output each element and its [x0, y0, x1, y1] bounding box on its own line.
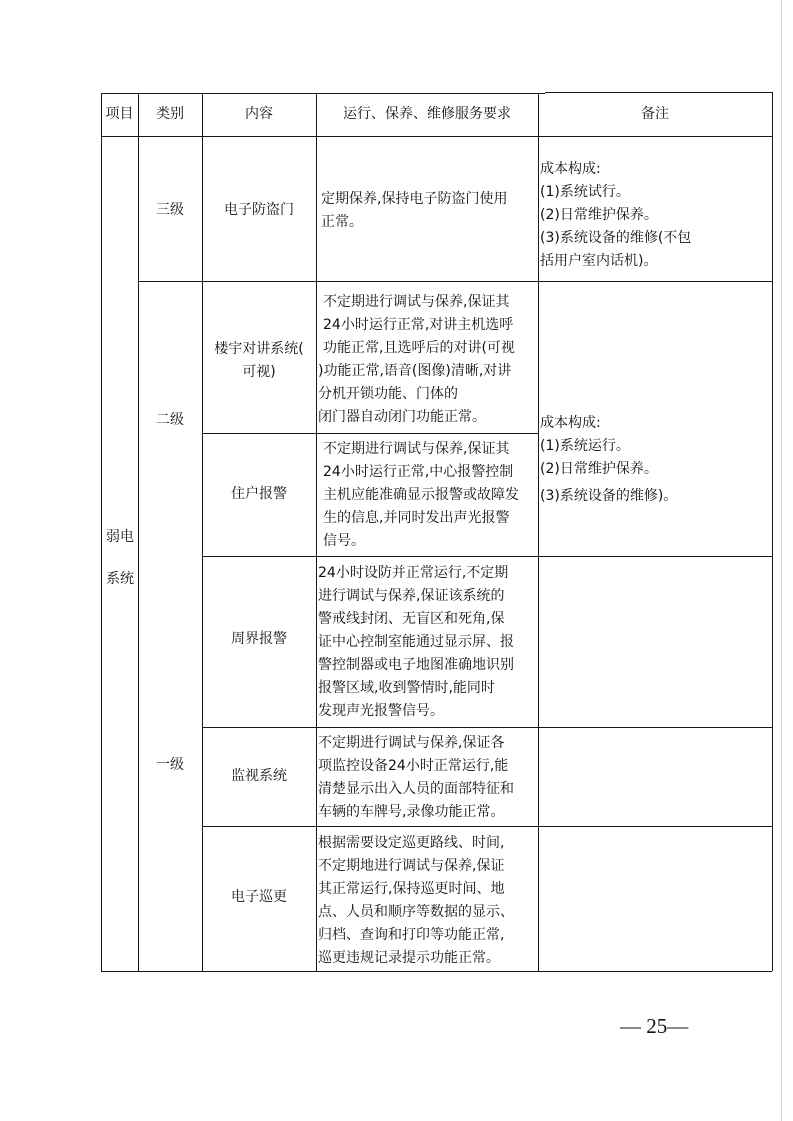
remarks-level2-line3: (2)日常维护保养。 — [540, 461, 658, 477]
table-bottom-border — [101, 971, 772, 972]
row-border-door — [138, 281, 772, 282]
req-patrol-line3: 其正常运行,保持巡更时间、地 — [318, 881, 505, 897]
req-intercom-line5: 分机开锁功能、门体的 — [318, 386, 458, 402]
req-household-line4: 生的信息,并同时发出声光报警 — [323, 510, 510, 526]
table-left-border — [101, 93, 102, 971]
req-patrol-line4: 点、人员和顺序等数据的显示、 — [318, 904, 514, 920]
content-perimeter-alarm: 周界报警 — [231, 631, 287, 647]
req-perimeter-line3: 警戒线封闭、无盲区和死角,保 — [318, 611, 505, 627]
remarks-door-line3: (2)日常维护保养。 — [540, 207, 658, 223]
col-divider-remarks — [538, 93, 539, 971]
req-perimeter-line2: 进行调试与保养,保证该系统的 — [318, 588, 505, 604]
header-category: 类别 — [156, 106, 184, 122]
level-three-label: 三级 — [156, 202, 184, 218]
header-remarks: 备注 — [641, 106, 669, 122]
page-number: — 25— — [620, 1014, 689, 1038]
req-household-line2: 24小时运行正常,中心报警控制 — [323, 464, 514, 480]
req-monitor-line4: 车辆的车牌号,录像功能正常。 — [318, 804, 505, 820]
req-patrol-line6: 巡更违规记录提示功能正常。 — [318, 950, 500, 966]
req-intercom-line6: 闭门器自动闭门功能正常。 — [318, 409, 486, 425]
req-household-line5: 信号。 — [323, 533, 365, 549]
row-border-perimeter — [202, 727, 772, 728]
table-top-border — [101, 93, 545, 94]
row-border-intercom — [202, 433, 538, 434]
level-one-label: 一级 — [156, 757, 184, 773]
content-patrol: 电子巡更 — [231, 889, 287, 905]
content-monitoring: 监视系统 — [231, 768, 287, 784]
remarks-door-line4: (3)系统设备的维修(不包 — [540, 230, 692, 246]
header-project: 项目 — [105, 106, 134, 122]
remarks-door-line1: 成本构成: — [540, 161, 601, 177]
content-intercom-line2: 可视) — [242, 364, 276, 380]
project-label-line2: 系统 — [106, 571, 134, 587]
remarks-level2-line4: (3)系统设备的维修)。 — [540, 488, 678, 504]
remarks-door-line2: (1)系统试行。 — [540, 184, 630, 200]
content-household-alarm: 住户报警 — [231, 486, 287, 502]
remarks-door-line5: 括用户室内话机)。 — [540, 253, 658, 269]
req-intercom-line1: 不定期进行调试与保养,保证其 — [323, 294, 510, 310]
req-household-line1: 不定期进行调试与保养,保证其 — [323, 441, 510, 457]
remarks-level2-line1: 成本构成: — [540, 415, 601, 431]
table-right-border — [772, 92, 773, 971]
row-border-monitor — [202, 826, 772, 827]
req-intercom-line4: )功能正常,语音(图像)清晰,对讲 — [318, 363, 512, 379]
req-intercom-line2: 24小时运行正常,对讲主机选呼 — [323, 317, 514, 333]
req-perimeter-line6: 报警区域,收到警情时,能同时 — [318, 680, 495, 696]
req-intercom-line3: 功能正常,且选呼后的对讲(可视 — [323, 340, 515, 356]
level-two-label: 二级 — [156, 412, 184, 428]
remarks-level2-line2: (1)系统运行。 — [540, 438, 630, 454]
req-patrol-line1: 根据需要设定巡更路线、时间, — [318, 835, 505, 851]
req-perimeter-line4: 证中心控制室能通过显示屏、报 — [318, 634, 514, 650]
header-requirements: 运行、保养、维修服务要求 — [343, 106, 511, 122]
req-household-line3: 主机应能准确显示报警或故障发 — [323, 487, 519, 503]
header-content: 内容 — [245, 106, 273, 122]
content-door: 电子防盗门 — [224, 202, 294, 218]
content-intercom-line1: 楼宇对讲系统( — [214, 341, 304, 357]
req-patrol-line2: 不定期地进行调试与保养,保证 — [318, 858, 505, 874]
req-perimeter-line5: 警控制器或电子地图准确地识别 — [318, 657, 514, 673]
project-label-line1: 弱电 — [106, 529, 134, 545]
req-door-line2: 正常。 — [321, 214, 363, 230]
req-door-line1: 定期保养,保持电子防盗门使用 — [321, 191, 508, 207]
req-patrol-line5: 归档、查询和打印等功能正常, — [318, 927, 505, 943]
table-top-border-right — [545, 92, 773, 93]
req-monitor-line3: 清楚显示出入人员的面部特征和 — [318, 781, 514, 797]
req-monitor-line1: 不定期进行调试与保养,保证各 — [318, 735, 505, 751]
row-border-household — [202, 556, 772, 557]
scan-edge-line — [781, 0, 782, 1121]
col-divider-category — [138, 93, 139, 971]
req-monitor-line2: 项监控设备24小时正常运行,能 — [318, 758, 509, 774]
col-divider-content — [202, 93, 203, 971]
col-divider-requirements — [316, 93, 317, 971]
req-perimeter-line1: 24小时设防并正常运行,不定期 — [318, 565, 509, 581]
req-perimeter-line7: 发现声光报警信号。 — [318, 703, 444, 719]
